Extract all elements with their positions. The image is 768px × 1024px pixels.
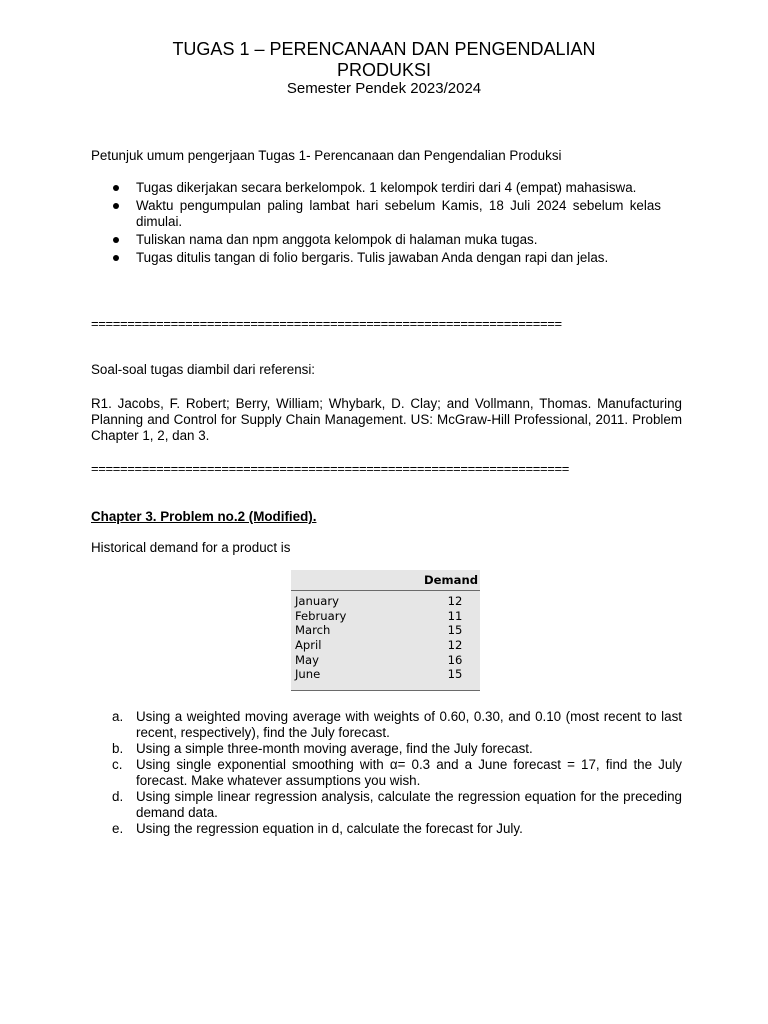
- instruction-item: Tugas dikerjakan secara berkelompok. 1 kelompok terdiri dari 4 (empat) mahasiswa.: [110, 180, 661, 196]
- instructions-list: [110, 180, 661, 268]
- question-item: [110, 741, 682, 757]
- instruction-item: Waktu pengumpulan paling lambat hari sebelum Kamis, 18 Juli 2024 sebelum kelas dimulai.: [110, 198, 661, 230]
- question-text: Using a simple three-month moving average, find the July forecast.: [136, 741, 533, 756]
- problem-intro: Historical demand for a product is: [91, 540, 291, 555]
- table-bottom-rule: [291, 690, 480, 691]
- month-cell: January: [295, 594, 339, 608]
- table-row: [295, 609, 465, 624]
- month-cell: June: [295, 667, 321, 681]
- month-cell: February: [295, 609, 347, 623]
- instruction-item: Tuliskan nama dan npm anggota kelompok di halaman muka tugas.: [110, 232, 661, 248]
- questions-list: [110, 709, 682, 837]
- demand-table: [291, 570, 480, 691]
- demand-cell: 15: [447, 623, 463, 637]
- month-cell: March: [295, 623, 331, 637]
- table-row: [295, 594, 465, 609]
- question-label: b.: [112, 741, 124, 756]
- title-line-1: TUGAS 1 – PERENCANAAN DAN PENGENDALIAN: [172, 39, 596, 59]
- separator-line: =================================================================: [91, 316, 562, 331]
- problem-heading: Chapter 3. Problem no.2 (Modified).: [91, 509, 317, 524]
- question-label: d.: [112, 789, 124, 804]
- demand-cell: 12: [447, 594, 463, 608]
- demand-cell: 15: [447, 667, 463, 681]
- month-cell: April: [295, 638, 322, 652]
- demand-cell: 12: [447, 638, 463, 652]
- title-line-2: PRODUKSI: [336, 60, 432, 80]
- demand-column-header: Demand: [424, 573, 478, 587]
- question-item: [110, 709, 682, 741]
- question-item: [110, 789, 682, 821]
- instructions-intro: Petunjuk umum pengerjaan Tugas 1- Perencanaan dan Pengendalian Produksi: [91, 148, 562, 163]
- instruction-item: Tugas ditulis tangan di folio bergaris. Tulis jawaban Anda dengan rapi dan jelas.: [110, 250, 661, 266]
- semester-subtitle: Semester Pendek 2023/2024: [286, 80, 482, 97]
- table-header: [291, 570, 480, 591]
- question-item: [110, 821, 682, 837]
- month-cell: May: [295, 653, 319, 667]
- question-text: Using single exponential smoothing with α= 0.3 and a June forecast = 17, find the July forecast. Make whatever assumptions you wish.: [136, 757, 682, 788]
- question-text: Using a weighted moving average with weights of 0.60, 0.30, and 0.10 (most recent to last recent, respectively), find the July forecast.: [136, 709, 682, 740]
- question-text: Using the regression equation in d, calculate the forecast for July.: [136, 821, 523, 836]
- table-row: [295, 623, 465, 638]
- question-label: c.: [112, 757, 123, 772]
- reference-intro: Soal-soal tugas diambil dari referensi:: [91, 362, 316, 377]
- table-row: [295, 638, 465, 653]
- table-row: [295, 653, 465, 668]
- separator-line: ==================================================================: [91, 461, 569, 476]
- question-text: Using simple linear regression analysis, calculate the regression equation for the preceding demand data.: [136, 789, 682, 820]
- reference-citation: R1. Jacobs, F. Robert; Berry, William; Whybark, D. Clay; and Vollmann, Thomas. Manufacturing Planning and Control for Supply Chain Management. US: McGraw-Hill Professional, 2011. Problem Chapter 1, 2, dan 3.: [91, 396, 682, 443]
- question-label: e.: [112, 821, 124, 836]
- question-item: [110, 757, 682, 789]
- table-row: [295, 667, 465, 682]
- question-label: a.: [112, 709, 124, 724]
- demand-cell: 16: [447, 653, 463, 667]
- demand-cell: 11: [447, 609, 463, 623]
